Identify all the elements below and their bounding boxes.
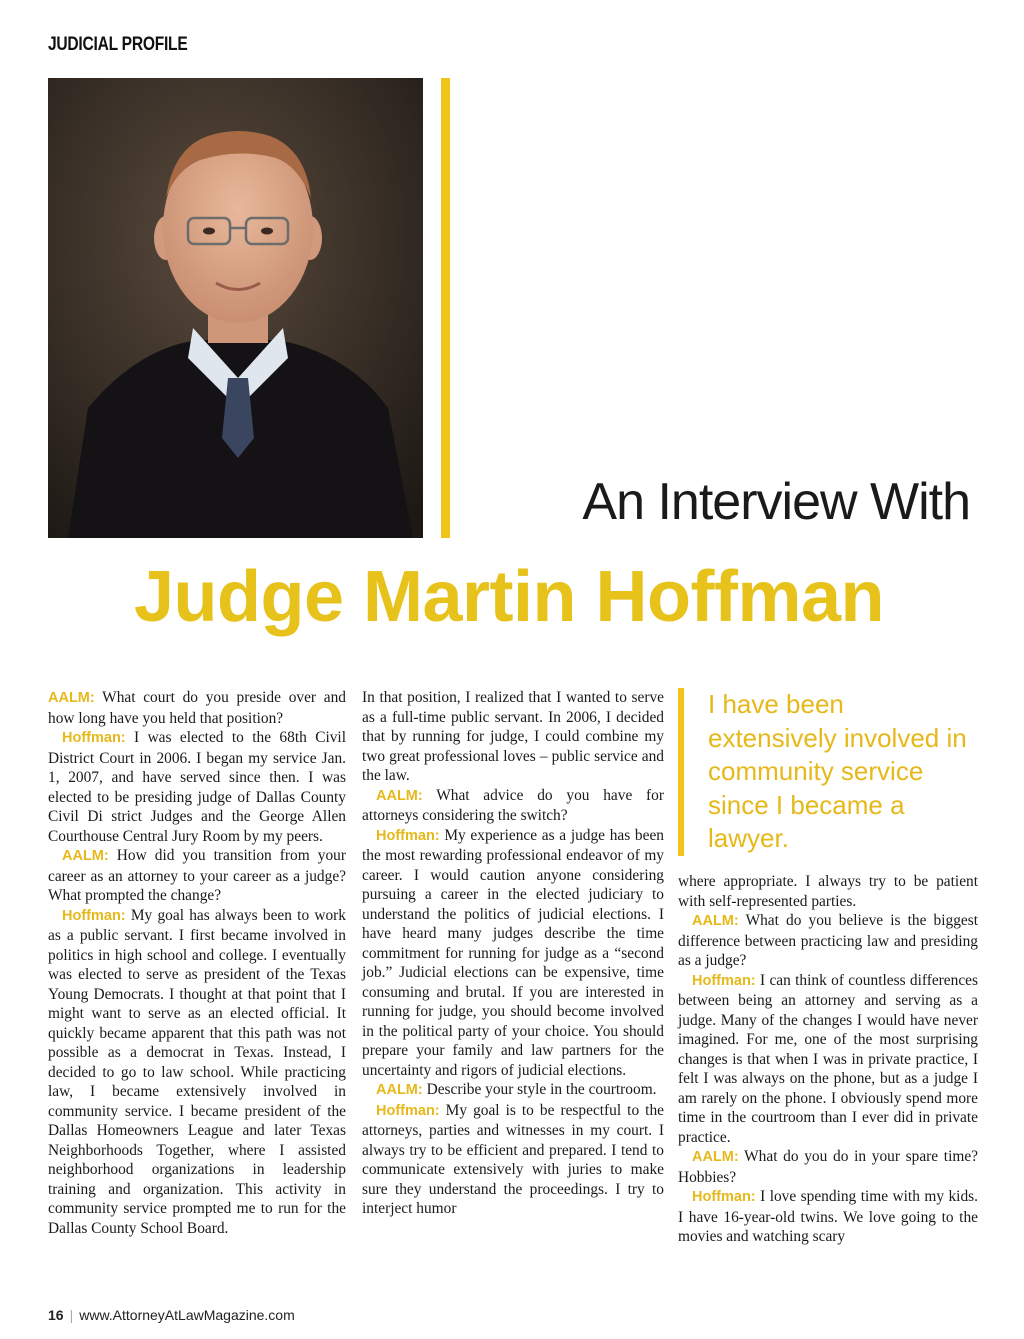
paragraph	[48, 728, 346, 846]
headline-name: Judge Martin Hoffman	[133, 557, 884, 637]
paragraph	[48, 688, 346, 728]
paragraph-text: My experience as a judge has been the most rewarding professional endeavor of my career. I would caution anyone considering pursuing a career in the elected judiciary to understand the politics of judicial elections. I have heard many judges describe the time commitment for running for judge as a “second job.” Judicial elections can be expensive, time consuming and brutal. If you are interested in running for judge, you should become involved in the political party of your choice. You should prepare your family and law partners for the uncertainty and rigors of judicial elections.	[362, 826, 664, 1079]
paragraph	[48, 846, 346, 906]
accent-bar	[441, 78, 450, 538]
paragraph-text: I can think of countless differences between being an attorney and serving as a judge. Many of the changes I would have never imagined. For me, one of the most surprising changes is that when I was in private practice, I felt I was always on the phone, but as a judge I am rarely on the phone. I obviously spend more time in the courtroom than I ever did in private practice.	[678, 971, 978, 1146]
article-column-3	[678, 872, 978, 1247]
headline-intro: An Interview With	[582, 473, 970, 531]
speaker-label: Hoffman:	[692, 972, 756, 989]
speaker-label: Hoffman:	[692, 1189, 756, 1205]
paragraph	[362, 826, 664, 1081]
footer-separator: |	[69, 1307, 74, 1323]
speaker-label: AALM:	[692, 1149, 739, 1165]
paragraph-text: What court do you preside over and how long have you held that position?	[48, 689, 346, 727]
paragraph	[362, 1101, 664, 1219]
paragraph-text: What do you do in your spare time? Hobbies?	[678, 1148, 978, 1186]
paragraph	[362, 1080, 664, 1101]
paragraph-text: What do you believe is the biggest difference between practicing law and presiding as a judge?	[678, 912, 978, 969]
paragraph-text: where appropriate. I always try to be patient with self-represented parties.	[678, 873, 978, 910]
website-link[interactable]: www.AttorneyAtLawMagazine.com	[79, 1307, 295, 1323]
article-column-2	[362, 688, 664, 1219]
paragraph	[48, 906, 346, 1239]
article-column-1	[48, 688, 346, 1238]
paragraph	[678, 872, 978, 911]
speaker-label: Hoffman:	[62, 730, 126, 746]
judge-portrait-photo	[48, 78, 423, 538]
speaker-label: AALM:	[376, 787, 423, 804]
speaker-label: Hoffman:	[62, 907, 126, 924]
paragraph-text: I was elected to the 68th Civil District Court in 2006. I began my service Jan. 1, 2007, and have served since then. I was elected to be presiding judge of Dallas County Civil Di strict Judges and the George Allen Courthouse Central Jury Room by my peers.	[48, 729, 346, 845]
paragraph-text: I love spending time with my kids. I have 16-year-old twins. We love going to the movies and watching scary	[678, 1188, 978, 1245]
paragraph	[678, 971, 978, 1148]
paragraph-text: How did you transition from your career as an attorney to your career as a judge? What prompted the change?	[48, 847, 346, 904]
page-number: 16	[48, 1307, 64, 1323]
speaker-label: Hoffman:	[376, 1102, 440, 1119]
paragraph-text: In that position, I realized that I wanted to serve as a full-time public servant. In 2006, I decided that by running for judge, I could combine my two great professional loves – public service and the law.	[362, 689, 664, 784]
pull-quote: I have been extensively involved in community service since I became a lawyer.	[678, 688, 978, 856]
paragraph	[678, 1147, 978, 1187]
speaker-label: Hoffman:	[376, 827, 440, 844]
paragraph	[678, 911, 978, 971]
speaker-label: AALM:	[48, 690, 95, 706]
paragraph-text: Describe your style in the courtroom.	[426, 1081, 657, 1098]
speaker-label: AALM:	[692, 913, 739, 929]
page-footer	[48, 1307, 295, 1323]
paragraph	[362, 688, 664, 786]
paragraph-text: My goal has always been to work as a public servant. I first became involved in politics in high school and college. I eventually was elected to serve as president of the Texas Young Democrats. I thought at that point that I might want to serve as an elected official. It quickly became apparent that this path was not possible as a democrat in Texas. Instead, I decided to go to law school. While practicing law, I became extensively involved in community service. I became president of the Dallas Homeowners League and later Texas Neighborhoods Together, where I assisted neighborhood organizations in leadership training and organization. This activity in community service prompted me to run for the Dallas County School Board.	[48, 906, 346, 1237]
paragraph	[362, 786, 664, 826]
speaker-label: AALM:	[62, 848, 109, 864]
paragraph-text: What advice do you have for attorneys considering the switch?	[362, 786, 665, 824]
paragraph-text: My goal is to be respectful to the attorneys, parties and witnesses in my court. I always try to be efficient and prepared. I tend to communicate extensively with juries to make sure they understand the proceedings. I try to interject humor	[362, 1101, 664, 1217]
paragraph	[678, 1187, 978, 1247]
section-label: JUDICIAL PROFILE	[48, 34, 188, 55]
speaker-label: AALM:	[376, 1082, 423, 1098]
